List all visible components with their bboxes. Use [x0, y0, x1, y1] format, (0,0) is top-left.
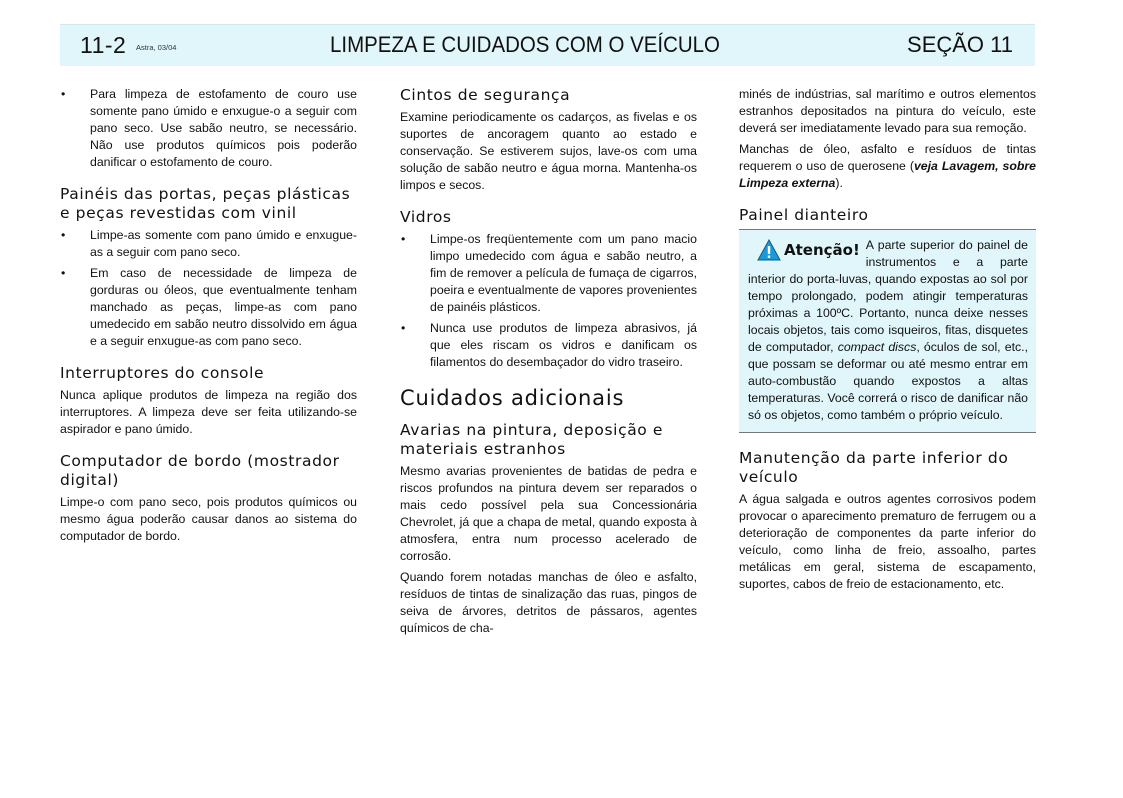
list-item: • Nunca use produtos de limpeza abrasivos, já que eles riscam os vidros e danificam os filamentos do desembaçador do vidro traseiro.: [401, 321, 697, 369]
section-heading: Interruptores do console: [60, 364, 265, 382]
edition-label: Astra, 03/04: [136, 43, 177, 52]
column-1: [60, 86, 357, 549]
attention-label: Atenção!: [784, 241, 860, 259]
section-label: SEÇÃO 11: [907, 32, 1013, 57]
paragraph: Examine periodicamente os cadarços, as fivelas e os suportes de ancoragem quanto ao estado e conservação. Se estiverem sujos, lave-os com uma solução de sabão neutro e água morna. Mantenha-os limpos e secos.: [400, 110, 697, 192]
paragraph: Limpe-o com pano seco, pois produtos químicos ou mesmo água poderão causar danos ao sistema do computador de bordo.: [60, 495, 357, 543]
paragraph: Quando forem notadas manchas de óleo e asfalto, resíduos de tintas de sinalização das ruas, pingos de seiva de árvores, detritos de pássaros, agentes químicos de cha-: [400, 570, 697, 635]
page-number: 11-2: [80, 32, 127, 58]
section-heading: Avarias na pintura, deposição e materiais estranhos: [400, 421, 664, 458]
page-header: [60, 24, 1035, 66]
paragraph: minés de indústrias, sal marítimo e outros elementos estranhos depositados na pintura do veículo, este deverá ser imediatamente levado para sua remoção.: [739, 87, 1036, 135]
column-2: [400, 86, 697, 641]
intro-list: [60, 86, 357, 171]
section-heading: Painéis das portas, peças plásticas e peças revestidas com vinil: [60, 185, 351, 222]
section-heading: Painel dianteiro: [739, 206, 869, 224]
paragraph: A água salgada e outros agentes corrosivos podem provocar o aparecimento prematuro de ferrugem ou a deterioração de componentes da parte inferior do veículo, como linha de freio, assoalho, partes metálicas em geral, sistema de escapamento, suportes, cabos de freio de estacionamento, etc.: [739, 492, 1036, 591]
page-title: LIMPEZA E CUIDADOS COM O VEÍCULO: [330, 32, 720, 57]
warning-triangle-icon: [757, 239, 781, 261]
list-item: • Em caso de necessidade de limpeza de gorduras ou óleos, que eventualmente tenham manchado as peças, limpe-as com pano umedecido em sabão neutro dissolvido em água e a seguir enxugue-as com pano seco.: [61, 266, 357, 348]
paineis-list: [60, 227, 357, 350]
vidros-list: [400, 231, 697, 371]
section-heading: Manutenção da parte inferior do veículo: [739, 449, 1009, 486]
list-item: • Limpe-as somente com pano úmido e enxugue-as a seguir com pano seco.: [61, 228, 357, 259]
chapter-heading: Cuidados adicionais: [400, 386, 625, 410]
attention-badge: [757, 236, 860, 264]
cross-reference: veja Lavagem, sobre Limpeza externa: [739, 159, 1037, 190]
section-heading: Cintos de segurança: [400, 86, 571, 104]
paragraph: Mesmo avarias provenientes de batidas de pedra e riscos profundos na pintura devem ser reparados o mais cedo possível pela sua Concessionária Chevrolet, já que a chapa de metal, quando exposta à atmosfera, entra num processo acelerado de corrosão.: [400, 464, 697, 563]
attention-box: [739, 229, 1036, 433]
paragraph: Nunca aplique produtos de limpeza na região dos interruptores. A limpeza deve ser feita utilizando-se aspirador e pano úmido.: [60, 388, 357, 436]
attention-text: A parte superior do painel de instrumentos e a parte interior do porta-luvas, quando expostas ao sol por tempo prolongado, podem atingir temperaturas próximas a 100ºC. Portanto, nunca deixe nesses locais objetos, tais como isqueiros, fitas, disquetes de computador, compact discs, óculos de sol, etc., que possam se deformar ou até mesmo entrar em auto-combustão quando expostos a altas temperaturas. Você correrá o risco de danificar não só os objetos, como também o próprio veículo.: [748, 238, 1028, 422]
list-item: • Para limpeza de estofamento de couro use somente pano úmido e enxugue-o a seguir com pano seco. Use sabão neutro, se necessário. Não use produtos químicos pois poderão danificar o estofamento de couro.: [61, 87, 357, 169]
column-3: [739, 86, 1036, 597]
section-heading: Vidros: [400, 208, 452, 226]
section-heading: Computador de bordo (mostrador digital): [60, 452, 340, 489]
list-item: • Limpe-os freqüentemente com um pano macio limpo umedecido com água e sabão neutro, a fim de remover a película de fumaça de cigarros, poeira e eventualmente de vapores provenientes de painéis plásticos.: [401, 232, 697, 314]
paragraph: Manchas de óleo, asfalto e resíduos de tintas requerem o uso de querosene (veja Lavagem, sobre Limpeza externa).: [739, 142, 1037, 190]
